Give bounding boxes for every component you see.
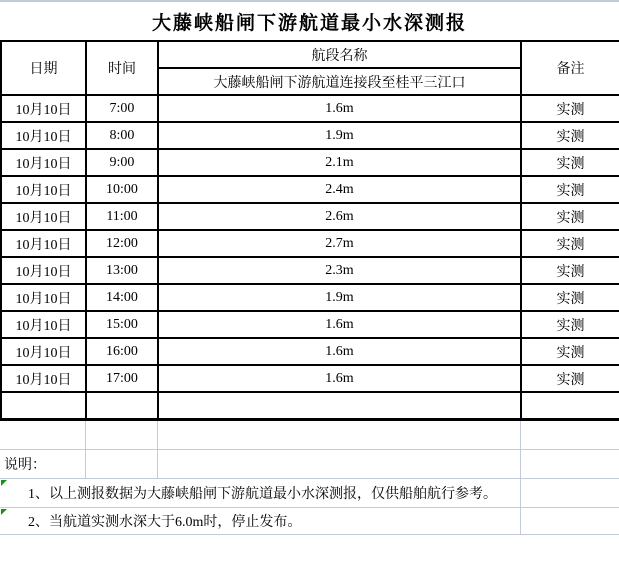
remark-cell: 实测 xyxy=(521,284,619,311)
time-cell: 14:00 xyxy=(86,284,158,311)
date-cell: 10月10日 xyxy=(1,338,86,365)
date-cell: 10月10日 xyxy=(1,95,86,122)
depth-cell: 2.7m xyxy=(158,230,521,257)
col-header-date: 日期 xyxy=(1,41,86,95)
note-item-1 xyxy=(0,479,520,508)
depth-cell: 1.6m xyxy=(158,311,521,338)
grid-cell xyxy=(157,450,520,479)
table-row xyxy=(1,338,619,365)
table-row xyxy=(1,122,619,149)
date-cell: 10月10日 xyxy=(1,311,86,338)
depth-cell: 1.6m xyxy=(158,338,521,365)
grid-cell xyxy=(0,421,85,450)
remark-cell: 实测 xyxy=(521,311,619,338)
remark-cell: 实测 xyxy=(521,149,619,176)
note-text: 1、以上测报数据为大藤峡船闸下游航道最小水深测报，仅供船舶航行参考。 xyxy=(28,487,497,502)
time-cell: 11:00 xyxy=(86,203,158,230)
date-cell xyxy=(1,392,86,419)
depth-cell: 1.6m xyxy=(158,95,521,122)
table-row xyxy=(1,95,619,122)
table-row xyxy=(1,176,619,203)
remark-cell: 实测 xyxy=(521,338,619,365)
grid-cell xyxy=(157,421,520,450)
remark-cell: 实测 xyxy=(521,257,619,284)
notes-label: 说明： xyxy=(0,450,85,479)
grid-cell xyxy=(520,508,619,535)
depth-cell: 2.6m xyxy=(158,203,521,230)
notes-label-row xyxy=(0,450,619,479)
depth-cell: 1.6m xyxy=(158,365,521,392)
table-row xyxy=(1,311,619,338)
date-cell: 10月10日 xyxy=(1,257,86,284)
date-cell: 10月10日 xyxy=(1,176,86,203)
table-row xyxy=(1,149,619,176)
date-cell: 10月10日 xyxy=(1,122,86,149)
grid-cell xyxy=(520,479,619,508)
time-cell: 16:00 xyxy=(86,338,158,365)
depth-cell: 2.1m xyxy=(158,149,521,176)
header-row-1 xyxy=(1,41,619,68)
date-cell: 10月10日 xyxy=(1,203,86,230)
green-triangle-marker-icon xyxy=(1,480,7,486)
date-cell: 10月10日 xyxy=(1,149,86,176)
col-header-time: 时间 xyxy=(86,41,158,95)
time-cell: 13:00 xyxy=(86,257,158,284)
grid-cell xyxy=(520,450,619,479)
grid-cell xyxy=(520,421,619,450)
depth-cell: 1.9m xyxy=(158,122,521,149)
date-cell: 10月10日 xyxy=(1,284,86,311)
table-row xyxy=(1,203,619,230)
depth-report-table xyxy=(0,40,619,421)
depth-cell: 2.3m xyxy=(158,257,521,284)
depth-cell: 2.4m xyxy=(158,176,521,203)
notes-grid xyxy=(0,421,619,536)
grid-cell xyxy=(85,421,157,450)
grid-cell xyxy=(85,450,157,479)
time-cell: 15:00 xyxy=(86,311,158,338)
remark-cell xyxy=(521,392,619,419)
time-cell xyxy=(86,392,158,419)
note-text: 2、当航道实测水深大于6.0m时，停止发布。 xyxy=(28,515,302,530)
time-cell: 7:00 xyxy=(86,95,158,122)
remark-cell: 实测 xyxy=(521,365,619,392)
time-cell: 9:00 xyxy=(86,149,158,176)
date-cell: 10月10日 xyxy=(1,365,86,392)
table-row xyxy=(1,230,619,257)
table-row xyxy=(1,284,619,311)
time-cell: 17:00 xyxy=(86,365,158,392)
green-triangle-marker-icon xyxy=(1,509,7,515)
col-header-remark: 备注 xyxy=(521,41,619,95)
time-cell: 8:00 xyxy=(86,122,158,149)
remark-cell: 实测 xyxy=(521,176,619,203)
note-row-2 xyxy=(0,508,619,535)
title-band xyxy=(0,0,619,40)
remark-cell: 实测 xyxy=(521,203,619,230)
table-row xyxy=(1,257,619,284)
time-cell: 10:00 xyxy=(86,176,158,203)
empty-grid-row xyxy=(0,421,619,450)
report-title: 大藤峡船闸下游航道最小水深测报 xyxy=(151,12,467,34)
depth-cell xyxy=(158,392,521,419)
remark-cell: 实测 xyxy=(521,230,619,257)
remark-cell: 实测 xyxy=(521,122,619,149)
col-header-segment: 航段名称 xyxy=(158,41,521,68)
table-row-empty xyxy=(1,392,619,419)
time-cell: 12:00 xyxy=(86,230,158,257)
segment-subheader: 大藤峡船闸下游航道连接段至桂平三江口 xyxy=(158,68,521,95)
note-row-1 xyxy=(0,479,619,508)
date-cell: 10月10日 xyxy=(1,230,86,257)
remark-cell: 实测 xyxy=(521,95,619,122)
note-item-2 xyxy=(0,508,520,535)
depth-cell: 1.9m xyxy=(158,284,521,311)
table-row xyxy=(1,365,619,392)
